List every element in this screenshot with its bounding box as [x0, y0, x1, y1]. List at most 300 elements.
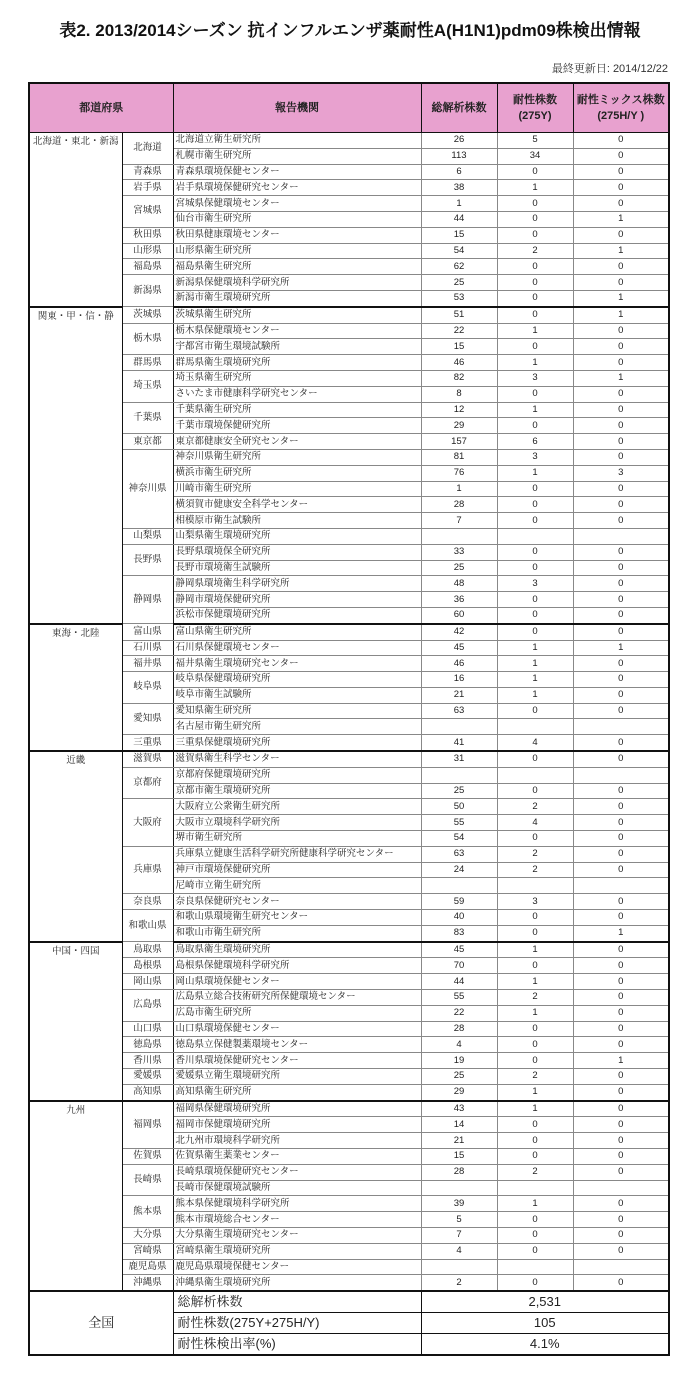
- lab-name-cell: 札幌市衛生研究所: [173, 148, 421, 164]
- table-row: [29, 656, 669, 672]
- table-row: [29, 672, 669, 688]
- resistant-cell: 0: [497, 783, 573, 799]
- total-cell: 29: [421, 418, 497, 434]
- prefecture-cell: 愛媛県: [122, 1069, 173, 1085]
- total-cell: 83: [421, 925, 497, 941]
- header-total: 総解析株数: [421, 83, 497, 133]
- lab-name-cell: 長崎県環境保健研究センター: [173, 1164, 421, 1180]
- lab-name-cell: 静岡市環境保健研究所: [173, 592, 421, 608]
- lab-name-cell: 徳島県立保健製薬環境センター: [173, 1037, 421, 1053]
- mix-cell: 0: [573, 275, 669, 291]
- lab-name-cell: 佐賀県衛生薬業センター: [173, 1149, 421, 1165]
- mix-cell: 0: [573, 1227, 669, 1243]
- total-cell: 44: [421, 211, 497, 227]
- table-row: [29, 1275, 669, 1291]
- mix-cell: 0: [573, 672, 669, 688]
- prefecture-cell: 熊本県: [122, 1196, 173, 1228]
- table-row: [29, 1196, 669, 1212]
- lab-name-cell: 福岡市保健環境研究所: [173, 1117, 421, 1133]
- resistant-cell: 3: [497, 894, 573, 910]
- lab-name-cell: 新潟県保健環境科学研究所: [173, 275, 421, 291]
- prefecture-cell: 愛知県: [122, 703, 173, 735]
- total-cell: 40: [421, 910, 497, 926]
- lab-name-cell: 名古屋市衛生研究所: [173, 719, 421, 735]
- lab-name-cell: 岐阜県保健環境研究所: [173, 672, 421, 688]
- resistant-cell: 0: [497, 925, 573, 941]
- mix-cell: [573, 1180, 669, 1196]
- total-cell: 51: [421, 307, 497, 323]
- total-cell: 63: [421, 703, 497, 719]
- total-cell: 5: [421, 1212, 497, 1228]
- lab-name-cell: 川崎市衛生研究所: [173, 481, 421, 497]
- resistant-cell: 2: [497, 990, 573, 1006]
- lab-name-cell: 大阪府立公衆衛生研究所: [173, 799, 421, 815]
- total-cell: 1: [421, 196, 497, 212]
- total-cell: 8: [421, 386, 497, 402]
- resistant-cell: [497, 1180, 573, 1196]
- prefecture-cell: 奈良県: [122, 894, 173, 910]
- header-mix-line2: (275H/Y ): [597, 110, 645, 122]
- header-resistant: [497, 83, 573, 133]
- total-cell: 19: [421, 1053, 497, 1069]
- total-cell: 29: [421, 1084, 497, 1100]
- mix-cell: 1: [573, 640, 669, 656]
- resistant-cell: 0: [497, 1275, 573, 1291]
- resistant-cell: 0: [497, 751, 573, 767]
- prefecture-cell: 福島県: [122, 259, 173, 275]
- table-row: [29, 1053, 669, 1069]
- resistant-cell: 34: [497, 148, 573, 164]
- mix-cell: 0: [573, 386, 669, 402]
- lab-name-cell: 福岡県保健環境研究所: [173, 1101, 421, 1117]
- resistant-cell: 0: [497, 497, 573, 513]
- prefecture-cell: 大阪府: [122, 799, 173, 846]
- summary-row-value: 2,531: [421, 1291, 669, 1313]
- mix-cell: [573, 719, 669, 735]
- total-cell: 14: [421, 1117, 497, 1133]
- mix-cell: 0: [573, 974, 669, 990]
- lab-name-cell: 浜松市保健環境研究所: [173, 607, 421, 623]
- lab-name-cell: 横須賀市健康安全科学センター: [173, 497, 421, 513]
- total-cell: 21: [421, 1133, 497, 1149]
- summary-row: [29, 1291, 669, 1313]
- table-row: [29, 799, 669, 815]
- resistant-cell: 3: [497, 449, 573, 465]
- lab-name-cell: さいたま市健康科学研究センター: [173, 386, 421, 402]
- summary-row-label: 総解析株数: [173, 1291, 421, 1313]
- lab-name-cell: 堺市衛生研究所: [173, 831, 421, 847]
- total-cell: [421, 767, 497, 783]
- lab-name-cell: 仙台市衛生研究所: [173, 211, 421, 227]
- mix-cell: 0: [573, 831, 669, 847]
- total-cell: 46: [421, 656, 497, 672]
- header-resistant-line2: (275Y): [518, 110, 552, 122]
- table-row: [29, 180, 669, 196]
- lab-name-cell: 大阪市立環境科学研究所: [173, 815, 421, 831]
- table-row: [29, 990, 669, 1006]
- total-cell: 45: [421, 942, 497, 958]
- prefecture-cell: 秋田県: [122, 227, 173, 243]
- lab-name-cell: 新潟市衛生環境研究所: [173, 290, 421, 306]
- resistant-cell: 0: [497, 211, 573, 227]
- resistant-cell: 0: [497, 1117, 573, 1133]
- resistant-cell: 0: [497, 259, 573, 275]
- mix-cell: 0: [573, 607, 669, 623]
- lab-name-cell: 広島市衛生研究所: [173, 1005, 421, 1021]
- table-row: [29, 133, 669, 149]
- prefecture-cell: 鳥取県: [122, 942, 173, 958]
- lab-name-cell: 熊本県保健環境科学研究所: [173, 1196, 421, 1212]
- total-cell: 59: [421, 894, 497, 910]
- summary-row-value: 4.1%: [421, 1334, 669, 1356]
- mix-cell: 0: [573, 1101, 669, 1117]
- lab-name-cell: 滋賀県衛生科学センター: [173, 751, 421, 767]
- prefecture-cell: 群馬県: [122, 355, 173, 371]
- mix-cell: 0: [573, 544, 669, 560]
- mix-cell: 0: [573, 227, 669, 243]
- prefecture-cell: 富山県: [122, 624, 173, 640]
- mix-cell: 0: [573, 1117, 669, 1133]
- resistant-cell: 0: [497, 1243, 573, 1259]
- lab-name-cell: 三重県保健環境研究所: [173, 735, 421, 751]
- header-prefecture: 都道府県: [29, 83, 173, 133]
- region-cell: 東海・北陸: [29, 624, 122, 751]
- mix-cell: 0: [573, 402, 669, 418]
- total-cell: 4: [421, 1037, 497, 1053]
- prefecture-cell: 広島県: [122, 990, 173, 1022]
- resistant-cell: 0: [497, 560, 573, 576]
- header-lab: 報告機関: [173, 83, 421, 133]
- total-cell: 7: [421, 513, 497, 529]
- prefecture-cell: 長崎県: [122, 1164, 173, 1196]
- total-cell: 28: [421, 1164, 497, 1180]
- table-row: [29, 1037, 669, 1053]
- table-row: [29, 434, 669, 450]
- table-row: [29, 846, 669, 862]
- total-cell: 6: [421, 164, 497, 180]
- total-cell: 16: [421, 672, 497, 688]
- resistant-cell: 2: [497, 799, 573, 815]
- resistant-cell: 0: [497, 1021, 573, 1037]
- summary-row-value: 105: [421, 1313, 669, 1334]
- total-cell: 53: [421, 290, 497, 306]
- prefecture-cell: 茨城県: [122, 307, 173, 323]
- lab-name-cell: 大分県衛生環境研究センター: [173, 1227, 421, 1243]
- total-cell: 25: [421, 275, 497, 291]
- total-cell: 21: [421, 687, 497, 703]
- mix-cell: 0: [573, 1005, 669, 1021]
- total-cell: 76: [421, 465, 497, 481]
- resistant-cell: 1: [497, 1084, 573, 1100]
- resistant-cell: 2: [497, 243, 573, 259]
- lab-name-cell: 福島県衛生研究所: [173, 259, 421, 275]
- lab-name-cell: 高知県衛生研究所: [173, 1084, 421, 1100]
- total-cell: 24: [421, 862, 497, 878]
- region-cell: 近畿: [29, 751, 122, 942]
- table-row: [29, 528, 669, 544]
- summary-section: [29, 1291, 669, 1355]
- mix-cell: 0: [573, 418, 669, 434]
- mix-cell: 0: [573, 148, 669, 164]
- lab-name-cell: 愛媛県立衛生環境研究所: [173, 1069, 421, 1085]
- prefecture-cell: 福井県: [122, 656, 173, 672]
- prefecture-cell: 兵庫県: [122, 846, 173, 893]
- mix-cell: 0: [573, 180, 669, 196]
- resistant-cell: 0: [497, 386, 573, 402]
- table-row: [29, 958, 669, 974]
- prefecture-cell: 佐賀県: [122, 1149, 173, 1165]
- mix-cell: 0: [573, 196, 669, 212]
- total-cell: 2: [421, 1275, 497, 1291]
- table-row: [29, 355, 669, 371]
- resistant-cell: 4: [497, 815, 573, 831]
- table-row: [29, 307, 669, 323]
- mix-cell: 0: [573, 751, 669, 767]
- lab-name-cell: 富山県衛生研究所: [173, 624, 421, 640]
- total-cell: 43: [421, 1101, 497, 1117]
- total-cell: 1: [421, 481, 497, 497]
- total-cell: 46: [421, 355, 497, 371]
- mix-cell: 0: [573, 862, 669, 878]
- total-cell: 25: [421, 560, 497, 576]
- mix-cell: 0: [573, 1196, 669, 1212]
- mix-cell: 0: [573, 449, 669, 465]
- prefecture-cell: 山口県: [122, 1021, 173, 1037]
- mix-cell: 1: [573, 307, 669, 323]
- resistant-cell: 0: [497, 339, 573, 355]
- table-row: [29, 402, 669, 418]
- lab-name-cell: 岡山県環境保健センター: [173, 974, 421, 990]
- table-row: [29, 1084, 669, 1100]
- summary-row-label: 耐性株数(275Y+275H/Y): [173, 1313, 421, 1334]
- resistant-cell: 0: [497, 831, 573, 847]
- total-cell: 62: [421, 259, 497, 275]
- mix-cell: 0: [573, 1084, 669, 1100]
- resistant-cell: 0: [497, 703, 573, 719]
- lab-name-cell: 埼玉県衛生研究所: [173, 370, 421, 386]
- mix-cell: 0: [573, 1037, 669, 1053]
- region-cell: 九州: [29, 1101, 122, 1292]
- prefecture-cell: 新潟県: [122, 275, 173, 307]
- table-row: [29, 544, 669, 560]
- resistant-cell: 0: [497, 227, 573, 243]
- mix-cell: 0: [573, 799, 669, 815]
- header-mix: [573, 83, 669, 133]
- resistant-cell: 6: [497, 434, 573, 450]
- resistant-cell: [497, 1259, 573, 1275]
- resistant-cell: 1: [497, 640, 573, 656]
- total-cell: 157: [421, 434, 497, 450]
- mix-cell: 0: [573, 133, 669, 149]
- resistant-cell: 0: [497, 418, 573, 434]
- mix-cell: 1: [573, 211, 669, 227]
- prefecture-cell: 長野県: [122, 544, 173, 576]
- total-cell: [421, 878, 497, 894]
- table-row: [29, 243, 669, 259]
- summary-row-label: 耐性株検出率(%): [173, 1334, 421, 1356]
- lab-name-cell: 京都市衛生環境研究所: [173, 783, 421, 799]
- prefecture-cell: 高知県: [122, 1084, 173, 1100]
- total-cell: 4: [421, 1243, 497, 1259]
- resistance-table: [28, 82, 670, 1356]
- resistant-cell: 4: [497, 735, 573, 751]
- lab-name-cell: 秋田県健康環境センター: [173, 227, 421, 243]
- total-cell: 48: [421, 576, 497, 592]
- mix-cell: 0: [573, 497, 669, 513]
- table-row: [29, 735, 669, 751]
- total-cell: 50: [421, 799, 497, 815]
- mix-cell: 0: [573, 846, 669, 862]
- lab-name-cell: 群馬県衛生環境研究所: [173, 355, 421, 371]
- table-row: [29, 1227, 669, 1243]
- table-row: [29, 164, 669, 180]
- table-row: [29, 1149, 669, 1165]
- resistant-cell: 1: [497, 687, 573, 703]
- table-row: [29, 1243, 669, 1259]
- total-cell: 81: [421, 449, 497, 465]
- table-row: [29, 703, 669, 719]
- mix-cell: 3: [573, 465, 669, 481]
- lab-name-cell: 岐阜市衛生試験所: [173, 687, 421, 703]
- lab-name-cell: 愛知県衛生研究所: [173, 703, 421, 719]
- prefecture-cell: 鹿児島県: [122, 1259, 173, 1275]
- total-cell: 39: [421, 1196, 497, 1212]
- resistant-cell: 0: [497, 275, 573, 291]
- resistant-cell: [497, 767, 573, 783]
- lab-name-cell: 福井県衛生環境研究センター: [173, 656, 421, 672]
- lab-name-cell: 香川県環境保健研究センター: [173, 1053, 421, 1069]
- mix-cell: 0: [573, 910, 669, 926]
- prefecture-cell: 山梨県: [122, 528, 173, 544]
- lab-name-cell: 熊本市環境総合センター: [173, 1212, 421, 1228]
- total-cell: 7: [421, 1227, 497, 1243]
- lab-name-cell: 千葉県衛生研究所: [173, 402, 421, 418]
- total-cell: 25: [421, 783, 497, 799]
- total-cell: 26: [421, 133, 497, 149]
- total-cell: 22: [421, 323, 497, 339]
- total-cell: 15: [421, 339, 497, 355]
- lab-name-cell: 広島県立総合技術研究所保健環境センター: [173, 990, 421, 1006]
- region-cell: 中国・四国: [29, 942, 122, 1101]
- mix-cell: 0: [573, 656, 669, 672]
- lab-name-cell: 山口県環境保健センター: [173, 1021, 421, 1037]
- table-row: [29, 974, 669, 990]
- mix-cell: 0: [573, 1021, 669, 1037]
- resistant-cell: 1: [497, 180, 573, 196]
- resistant-cell: 5: [497, 133, 573, 149]
- mix-cell: 0: [573, 990, 669, 1006]
- mix-cell: 0: [573, 592, 669, 608]
- resistant-cell: 2: [497, 846, 573, 862]
- mix-cell: 0: [573, 481, 669, 497]
- resistant-cell: 0: [497, 164, 573, 180]
- resistant-cell: [497, 878, 573, 894]
- resistant-cell: 1: [497, 974, 573, 990]
- table-row: [29, 767, 669, 783]
- prefecture-cell: 大分県: [122, 1227, 173, 1243]
- total-cell: [421, 1259, 497, 1275]
- lab-name-cell: 青森県環境保健センター: [173, 164, 421, 180]
- summary-label: 全国: [29, 1291, 173, 1355]
- lab-name-cell: 横浜市衛生研究所: [173, 465, 421, 481]
- prefecture-cell: 福岡県: [122, 1101, 173, 1149]
- resistant-cell: 0: [497, 910, 573, 926]
- total-cell: 31: [421, 751, 497, 767]
- prefecture-cell: 栃木県: [122, 323, 173, 355]
- resistant-cell: 1: [497, 355, 573, 371]
- total-cell: 70: [421, 958, 497, 974]
- prefecture-cell: 香川県: [122, 1053, 173, 1069]
- total-cell: 44: [421, 974, 497, 990]
- table-row: [29, 910, 669, 926]
- lab-name-cell: 茨城県衛生研究所: [173, 307, 421, 323]
- lab-name-cell: 尼崎市立衛生研究所: [173, 878, 421, 894]
- prefecture-cell: 石川県: [122, 640, 173, 656]
- lab-name-cell: 奈良県保健研究センター: [173, 894, 421, 910]
- prefecture-cell: 宮城県: [122, 196, 173, 228]
- total-cell: 42: [421, 624, 497, 640]
- total-cell: 63: [421, 846, 497, 862]
- mix-cell: 0: [573, 1212, 669, 1228]
- resistant-cell: 0: [497, 607, 573, 623]
- mix-cell: 0: [573, 815, 669, 831]
- mix-cell: 0: [573, 1069, 669, 1085]
- table-row: [29, 196, 669, 212]
- lab-name-cell: 鳥取県衛生環境研究所: [173, 942, 421, 958]
- total-cell: [421, 528, 497, 544]
- lab-name-cell: 沖縄県衛生環境研究所: [173, 1275, 421, 1291]
- resistant-cell: 0: [497, 1227, 573, 1243]
- total-cell: 15: [421, 227, 497, 243]
- prefecture-cell: 滋賀県: [122, 751, 173, 767]
- region-cell: 北海道・東北・新潟: [29, 133, 122, 307]
- lab-name-cell: 兵庫県立健康生活科学研究所健康科学研究センター: [173, 846, 421, 862]
- mix-cell: 1: [573, 290, 669, 306]
- prefecture-cell: 和歌山県: [122, 910, 173, 942]
- lab-name-cell: 和歌山市衛生研究所: [173, 925, 421, 941]
- total-cell: 36: [421, 592, 497, 608]
- mix-cell: 0: [573, 735, 669, 751]
- lab-name-cell: 栃木県保健環境センター: [173, 323, 421, 339]
- table-row: [29, 1259, 669, 1275]
- mix-cell: [573, 528, 669, 544]
- header-row: [29, 83, 669, 133]
- resistant-cell: 0: [497, 481, 573, 497]
- total-cell: 82: [421, 370, 497, 386]
- page-title: 表2. 2013/2014シーズン 抗インフルエンザ薬耐性A(H1N1)pdm09株検出情報: [59, 21, 641, 40]
- lab-name-cell: 島根県保健環境科学研究所: [173, 958, 421, 974]
- resistant-cell: 0: [497, 592, 573, 608]
- lab-name-cell: 静岡県環境衛生科学研究所: [173, 576, 421, 592]
- lab-name-cell: 東京都健康安全研究センター: [173, 434, 421, 450]
- table-body: [29, 133, 669, 1292]
- lab-name-cell: 北九州市環境科学研究所: [173, 1133, 421, 1149]
- mix-cell: 0: [573, 1133, 669, 1149]
- total-cell: 54: [421, 243, 497, 259]
- mix-cell: [573, 878, 669, 894]
- resistant-cell: 0: [497, 624, 573, 640]
- mix-cell: 0: [573, 687, 669, 703]
- resistant-cell: 1: [497, 1005, 573, 1021]
- prefecture-cell: 岡山県: [122, 974, 173, 990]
- mix-cell: 0: [573, 1164, 669, 1180]
- resistant-cell: 0: [497, 196, 573, 212]
- lab-name-cell: 宮崎県衛生環境研究所: [173, 1243, 421, 1259]
- mix-cell: 0: [573, 323, 669, 339]
- total-cell: 55: [421, 990, 497, 1006]
- resistant-cell: 0: [497, 1053, 573, 1069]
- resistant-cell: 2: [497, 1069, 573, 1085]
